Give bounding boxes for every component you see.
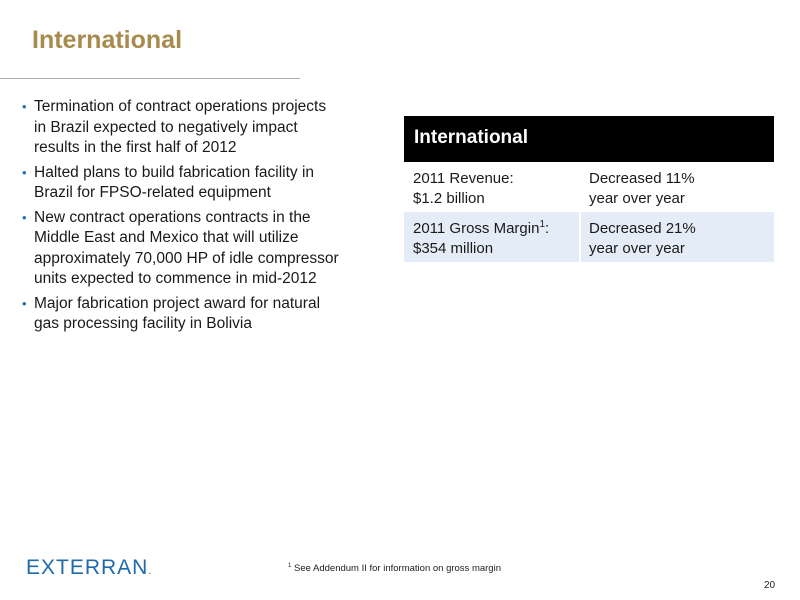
summary-table [404, 116, 774, 262]
footnote-marker: 1 [539, 219, 546, 230]
page-number: 20 [764, 580, 776, 591]
exterran-logo: EXTERRAN. [26, 556, 153, 579]
bullet-icon: • [22, 209, 27, 225]
footnote: $^1$ See Addendum II for information on gross margin [288, 562, 501, 574]
bullet-item: • Halted plans to build fabrication facility in Brazil for FPSO-related equipment [22, 163, 315, 201]
title-divider [0, 78, 300, 79]
bullet-icon: • [22, 99, 27, 114]
bullet-item: • Termination of contract operations projects in Brazil expected to negatively impact results in the first half of 2012 [22, 98, 327, 156]
bullet-icon: • [22, 295, 27, 311]
table-cell-value: Decreased 11% year over year [589, 170, 695, 207]
table-header: International [404, 116, 774, 162]
table-row [404, 212, 774, 262]
table-cell-value: Decreased 21% year over year [589, 220, 696, 257]
bullet-item: • New contract operations contracts in the Middle East and Mexico that will utilize approximately 70,000 HP of idle compressor units expected to commence in mid-2012 [22, 208, 339, 287]
table-row [404, 162, 774, 212]
bullet-icon: • [22, 164, 27, 180]
table-cell-label: 2011 Gross Margin$^1$: $354 million [404, 212, 581, 262]
slide-title: International [32, 26, 183, 54]
table-cell-label: 2011 Revenue: $1.2 billion [404, 162, 581, 212]
bullet-list [22, 97, 342, 339]
bullet-item: • Major fabrication project award for natural gas processing facility in Bolivia [22, 294, 321, 332]
